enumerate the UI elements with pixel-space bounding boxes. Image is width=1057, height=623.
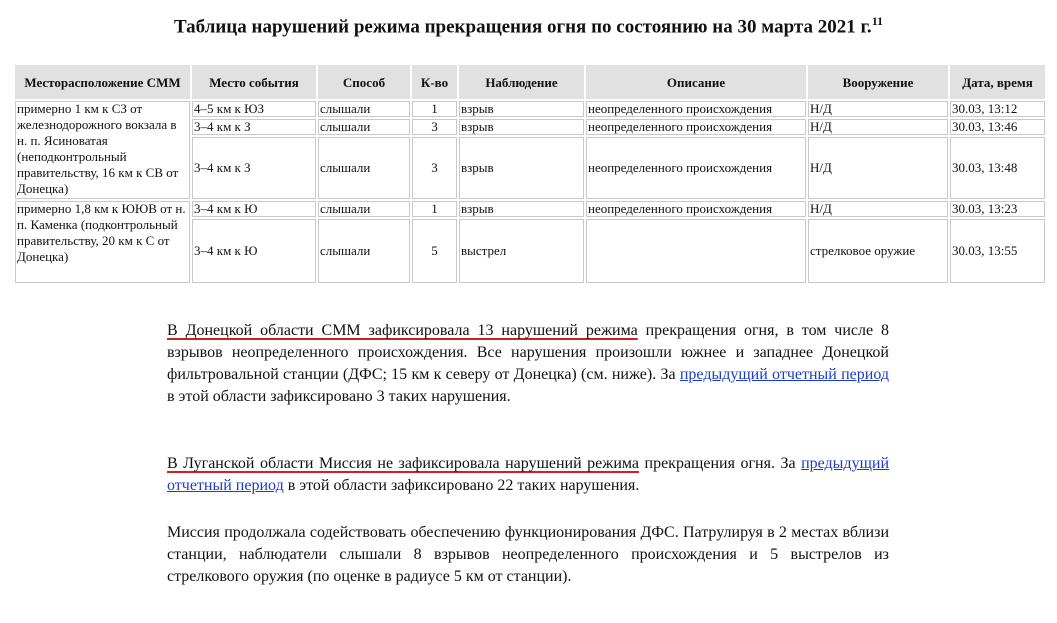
cell-observation: взрыв [459, 101, 584, 117]
paragraph-luhansk [167, 453, 889, 497]
cell-description: неопределенного происхождения [586, 201, 806, 217]
cell-weapon: Н/Д [808, 119, 948, 135]
location-cell: примерно 1,8 км к ЮЮВ от н. п. Каменка (подконтрольный правительству, 20 км к С от Донецка) [15, 201, 190, 283]
cell-observation: взрыв [459, 119, 584, 135]
donetsk-lead: В Донецкой области СММ зафиксировала 13 нарушений режима [167, 322, 638, 339]
cell-method: слышали [318, 137, 410, 199]
cell-observation: взрыв [459, 137, 584, 199]
title-text: Таблица нарушений режима прекращения огня по состоянию на 30 марта 2021 г. [173, 16, 872, 38]
cell-description: неопределенного происхождения [586, 119, 806, 135]
luhansk-previous-period-link[interactable]: предыдущий отчетный период [167, 455, 890, 494]
luhansk-text1: прекращения огня. За [639, 455, 802, 472]
cell-description: неопределенного происхождения [586, 101, 806, 117]
paragraph-donetsk [167, 320, 889, 408]
donetsk-text1: прекращения огня, в том числе 8 взрывов неопределенного происхождения. Все нарушения произошли южнее и западнее Донецкой фильтровальной станции (ДФС; 15 км к северу от Донецка) (см. ниже). За [167, 322, 890, 383]
luhansk-lead: В Луганской области Миссия не зафиксировала нарушений режима [167, 455, 640, 472]
cell-place: 3–4 км к З [192, 137, 316, 199]
dfs-text: Миссия продолжала содействовать обеспечению функционирования ДФС. Патрулируя в 2 местах вблизи станции, наблюдатели слышали 8 взрывов неопределенного происхождения и 5 выстрелов из стрелкового оружия (по оценке в радиусе 5 км от станции). [167, 524, 889, 585]
cell-place: 4–5 км к ЮЗ [192, 101, 316, 117]
cell-place: 3–4 км к З [192, 119, 316, 135]
cell-place: 3–4 км к Ю [192, 201, 316, 217]
cell-datetime: 30.03, 13:46 [950, 119, 1045, 135]
header-method: Способ [318, 65, 410, 99]
cell-weapon: Н/Д [808, 201, 948, 217]
donetsk-text2: в этой области зафиксировано 3 таких нарушения. [167, 388, 511, 405]
cell-observation: взрыв [459, 201, 584, 217]
header-count: К-во [412, 65, 457, 99]
table-header-row [15, 65, 1045, 99]
cell-method: слышали [318, 201, 410, 217]
cell-datetime: 30.03, 13:48 [950, 137, 1045, 199]
cell-method: слышали [318, 101, 410, 117]
location-cell: примерно 1 км к СЗ от железнодорожного вокзала в н. п. Ясиноватая (неподконтрольный правительству, 16 км к СВ от Донецка) [15, 101, 190, 199]
header-description: Описание [586, 65, 806, 99]
title-footnote: 11 [871, 14, 884, 28]
cell-datetime: 30.03, 13:23 [950, 201, 1045, 217]
header-weapon: Вооружение [808, 65, 948, 99]
cell-observation: выстрел [459, 219, 584, 283]
violations-table [13, 63, 1047, 285]
donetsk-previous-period-link[interactable]: предыдущий отчетный период [679, 366, 890, 383]
cell-weapon: стрелковое оружие [808, 219, 948, 283]
cell-datetime: 30.03, 13:55 [950, 219, 1045, 283]
cell-method: слышали [318, 219, 410, 283]
header-datetime: Дата, время [950, 65, 1045, 99]
header-observation: Наблюдение [459, 65, 584, 99]
header-place: Место события [192, 65, 316, 99]
cell-description: неопределенного происхождения [586, 137, 806, 199]
cell-description [586, 219, 806, 283]
luhansk-text2: в этой области зафиксировано 22 таких нарушения. [283, 477, 640, 494]
paragraph-dfs [167, 522, 889, 588]
cell-method: слышали [318, 119, 410, 135]
cell-count: 1 [412, 101, 457, 117]
cell-count: 1 [412, 201, 457, 217]
document-title [0, 14, 1057, 38]
table-row [15, 201, 1045, 217]
cell-weapon: Н/Д [808, 101, 948, 117]
cell-place: 3–4 км к Ю [192, 219, 316, 283]
cell-datetime: 30.03, 13:12 [950, 101, 1045, 117]
cell-weapon: Н/Д [808, 137, 948, 199]
table-row [15, 101, 1045, 117]
cell-count: 3 [412, 119, 457, 135]
cell-count: 5 [412, 219, 457, 283]
cell-count: 3 [412, 137, 457, 199]
header-location: Месторасположение СММ [15, 65, 190, 99]
